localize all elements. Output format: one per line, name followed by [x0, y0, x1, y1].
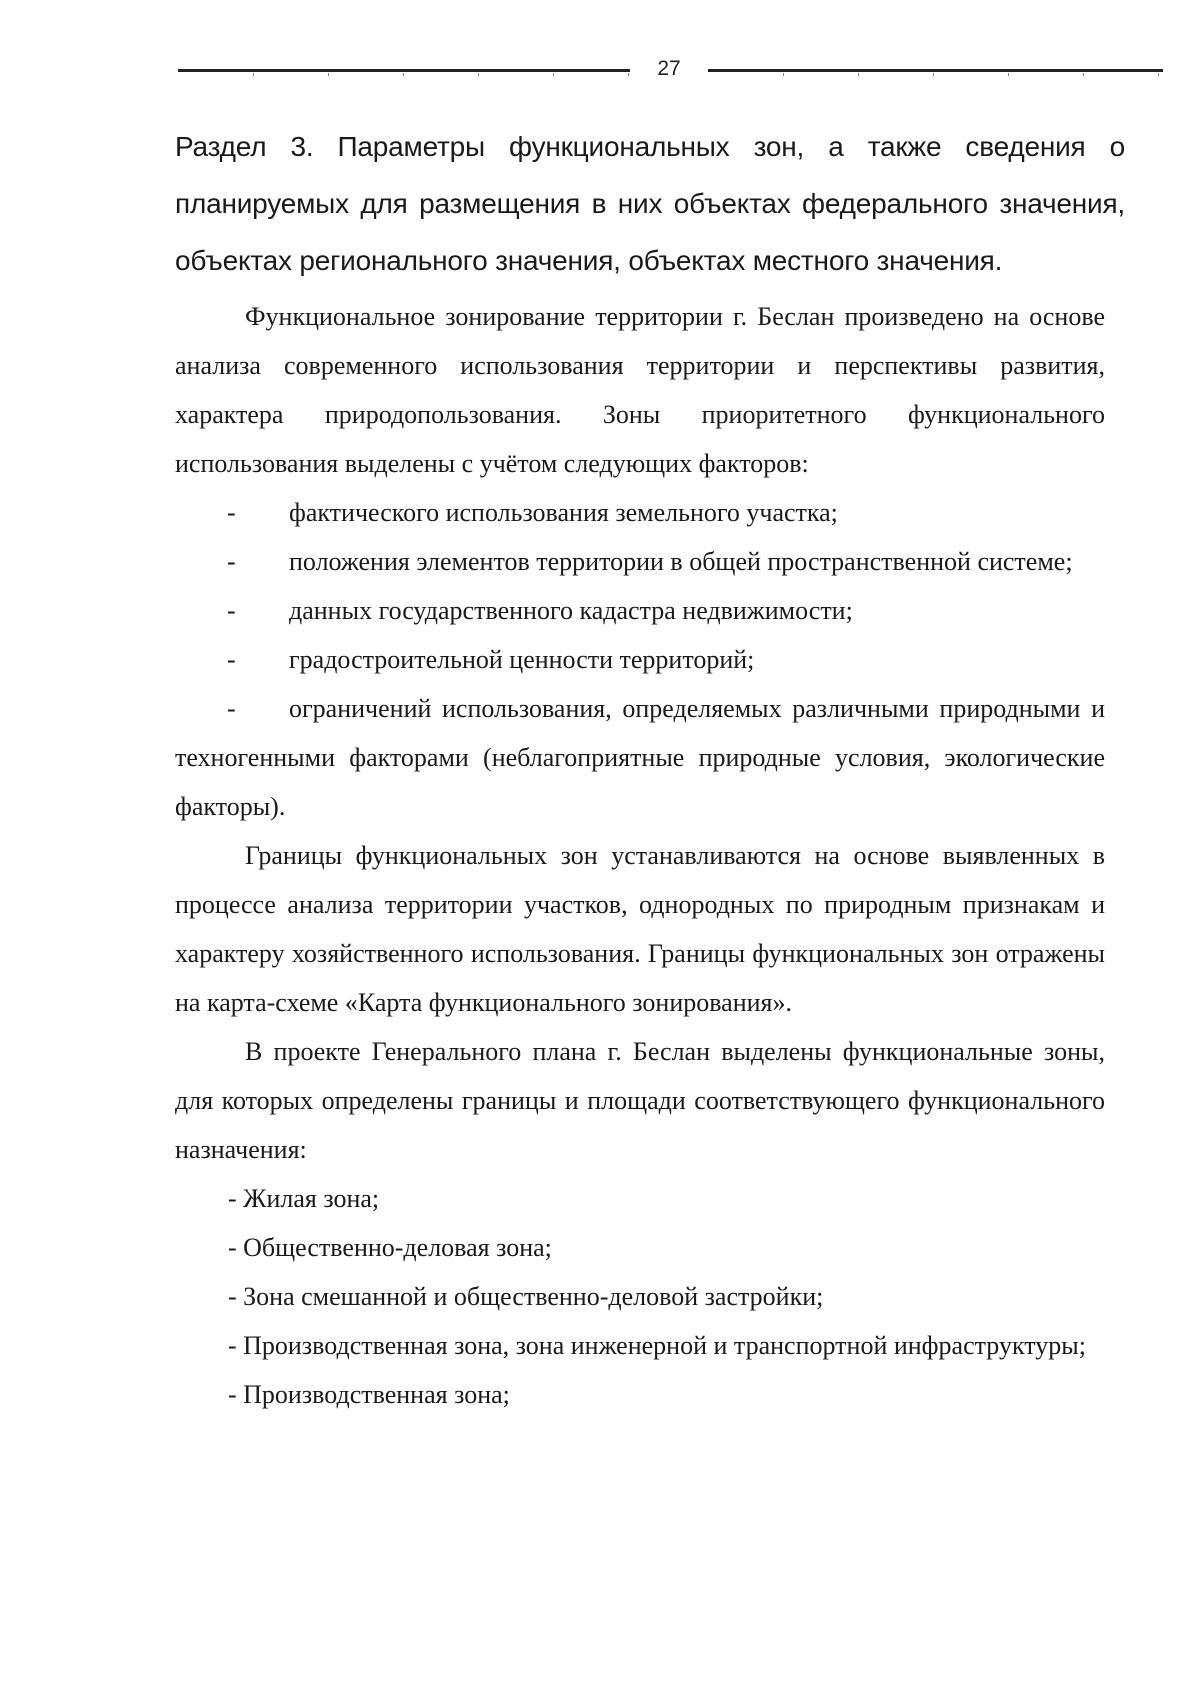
header-rule-left	[178, 69, 630, 72]
intro-paragraph: Функциональное зонирование территории г. Беслан произведено на основе анализа современного использования территории и перспективы развития, характера природопользования. Зоны приоритетного функционального использования выделены с учётом следующих факторов:	[175, 302, 1105, 478]
factor-text: фактического использования земельного участка;	[289, 498, 838, 527]
factor-item	[175, 586, 1105, 635]
factor-item	[175, 488, 1105, 537]
header-tick	[783, 73, 784, 76]
header-tick	[403, 73, 404, 76]
section-heading: Раздел 3. Параметры функциональных зон, а также сведения о планируемых для размещения в них объектах федерального значения, объектах регионального значения, объектах местного значения.	[175, 131, 1125, 276]
header-tick	[628, 73, 629, 76]
dash-marker: -	[227, 694, 236, 723]
factor-item	[175, 635, 1105, 684]
zone-item: - Жилая зона;	[228, 1184, 380, 1213]
dash-marker: -	[227, 547, 236, 576]
boundaries-paragraph: Границы функциональных зон устанавливаются на основе выявленных в процессе анализа территории участков, однородных по природным признакам и характеру хозяйственного использования. Границы функциональных зон отражены на карта-схеме «Карта функционального зонирования».	[175, 841, 1105, 1017]
header-tick	[1083, 73, 1084, 76]
page-number: 27	[657, 57, 681, 80]
dash-marker: -	[227, 645, 236, 674]
zone-item: - Производственная зона, зона инженерной и транспортной инфраструктуры;	[228, 1331, 1086, 1360]
header-rule-right	[708, 69, 1163, 72]
header-tick	[553, 73, 554, 76]
header-tick	[1158, 73, 1159, 76]
header-tick	[858, 73, 859, 76]
dash-marker: -	[227, 498, 236, 527]
header-tick	[1008, 73, 1009, 76]
factor-text: градостроительной ценности территорий;	[289, 645, 755, 674]
zone-item: - Общественно-деловая зона;	[228, 1233, 552, 1262]
dash-marker: -	[227, 596, 236, 625]
factor-text: ограничений использования, определяемых различными природными и техногенными факторами (неблагоприятные природные условия, экологические факторы).	[175, 694, 1105, 821]
document-body	[175, 292, 1105, 1419]
header-tick	[253, 73, 254, 76]
header-tick	[478, 73, 479, 76]
factor-item	[175, 537, 1105, 586]
header-tick	[328, 73, 329, 76]
zone-item: - Зона смешанной и общественно-деловой застройки;	[228, 1282, 824, 1311]
zones-intro-paragraph: В проекте Генерального плана г. Беслан выделены функциональные зоны, для которых определены границы и площади соответствующего функционального назначения:	[175, 1037, 1105, 1164]
factor-text: данных государственного кадастра недвижимости;	[289, 596, 853, 625]
factor-text: положения элементов территории в общей пространственной системе;	[289, 547, 1073, 576]
page-header	[178, 54, 1163, 84]
zone-item: - Производственная зона;	[228, 1380, 510, 1409]
zones-list	[175, 1174, 1105, 1419]
header-tick	[933, 73, 934, 76]
factor-item	[175, 684, 1105, 831]
